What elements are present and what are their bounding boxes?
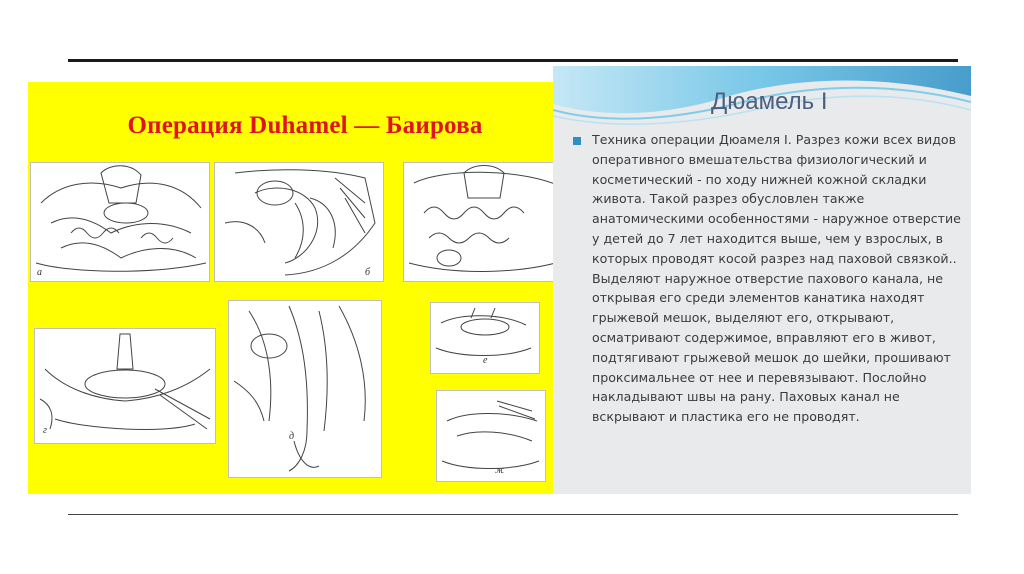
figure-label: д xyxy=(289,431,295,442)
figure-label: а xyxy=(37,267,42,278)
bullet-icon xyxy=(573,137,581,145)
surgical-figure-a xyxy=(30,162,210,282)
bottom-divider xyxy=(68,514,958,515)
figure-label: г xyxy=(43,425,47,436)
surgical-figure-c xyxy=(403,162,577,282)
figure-label: ж xyxy=(495,465,505,476)
figure-e-drawing xyxy=(229,301,381,477)
figure-d-drawing xyxy=(35,329,215,443)
figure-b-drawing xyxy=(215,163,383,281)
duhamel-illustration-panel xyxy=(28,82,582,494)
figure-g-drawing xyxy=(437,391,545,481)
figure-label: б xyxy=(365,267,371,278)
slide-body-text: Техника операции Дюамеля I. Разрез кожи всех видов оперативного вмешательства физиологический и косметический - по ходу нижней кожной складки живота. Такой разрез обусловлен также анатомическими особенностями - наружное отверстие у детей до 7 лет находится выше, чем у взрослых, в которых проводят косой разрез над паховой связкой.. Выделяют наружное отверстие пахового канала, не открывая его среди элементов канатика находят грыжевой мешок, выделяют его, открывают, осматривают содержимое, вправляют его в живот, подтягивают грыжевой мешок до шейки, прошивают проксимальнее от нее и перевязывают. Послойно накладывают швы на рану. Паховых канал не вскрывают и пластика его не проводят. xyxy=(592,132,961,425)
surgical-figure-b xyxy=(214,162,384,282)
surgical-figure-g xyxy=(436,390,546,482)
surgical-figure-d xyxy=(34,328,216,444)
top-divider xyxy=(68,59,958,62)
figure-label: е xyxy=(483,355,488,366)
duhamel-text-panel xyxy=(553,66,971,494)
figure-a-drawing xyxy=(31,163,209,281)
surgical-figure-f xyxy=(430,302,540,374)
figure-c-drawing xyxy=(404,163,576,281)
slide-title: Дюамель I xyxy=(711,88,828,115)
panel-title: Операция Duhamel — Баирова xyxy=(127,112,483,139)
surgical-figure-e xyxy=(228,300,382,478)
